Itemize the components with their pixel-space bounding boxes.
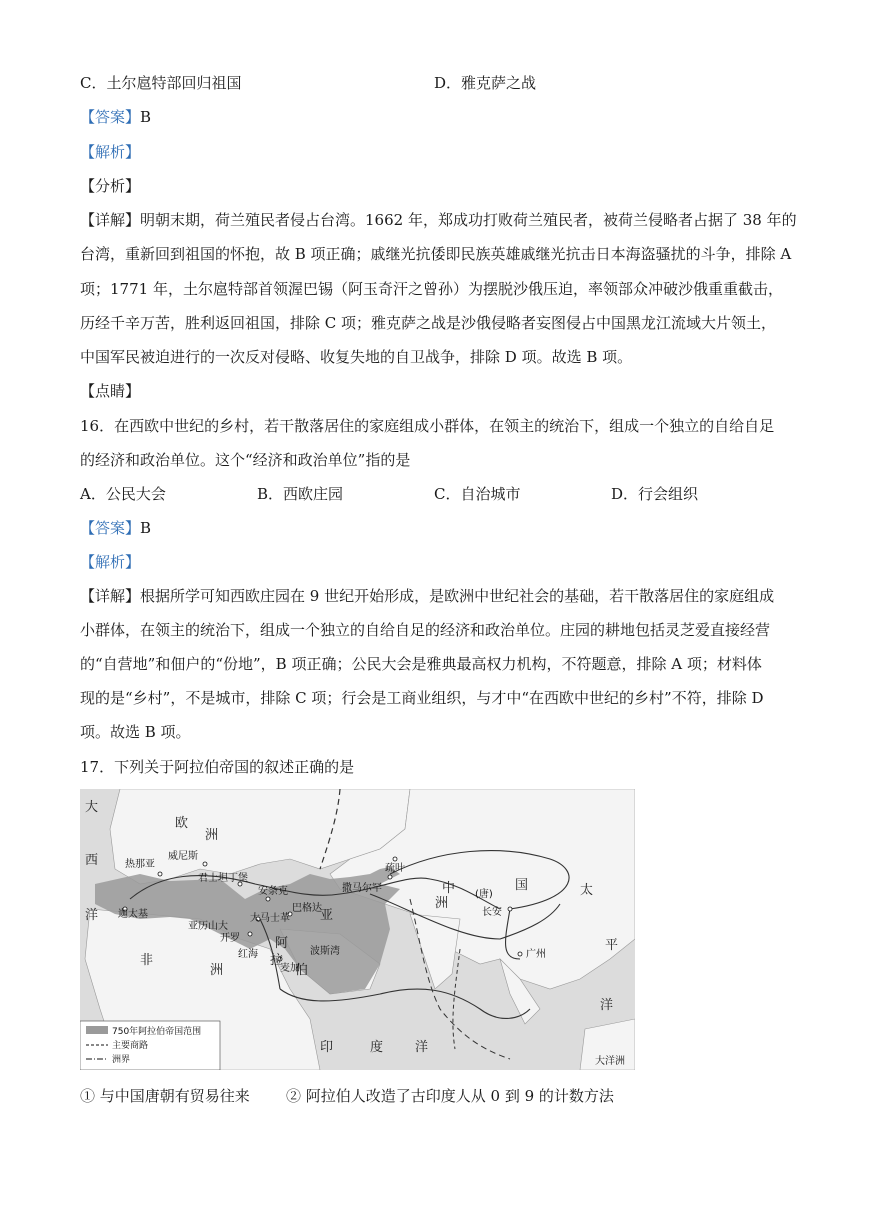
- label-indian-ocean: 印: [320, 1040, 334, 1055]
- label-atlantic: 西: [85, 853, 99, 868]
- label-city: 开罗: [220, 933, 240, 944]
- city-dot: [203, 862, 207, 866]
- label-pacific: 太: [580, 883, 594, 898]
- label-tang: (唐): [475, 889, 493, 900]
- answer-value: B: [140, 519, 152, 537]
- analysis-tag: [80, 142, 140, 162]
- label-arabia: 伯: [295, 963, 309, 978]
- option-c: C．自治城市: [434, 485, 521, 503]
- label-indian-ocean: 度: [370, 1040, 384, 1055]
- label-city: 麦加: [280, 963, 300, 974]
- label-red-sea: 红海: [238, 949, 258, 960]
- detail-tag: 【详解】: [80, 211, 141, 229]
- dianjing-tag: 【点睛】: [80, 382, 141, 400]
- label-europe: 欧: [175, 816, 189, 831]
- analysis-tag: [80, 552, 140, 572]
- answer-tag: 【答案】: [80, 108, 141, 126]
- label-city: 广州: [526, 949, 546, 960]
- answer-value: B: [140, 108, 152, 126]
- label-atlantic: 洋: [85, 908, 99, 923]
- detail-line: 台湾，重新回到祖国的怀抱，故 B 项正确；戚继光抗倭即民族英雄戚继光抗击日本海盗骚扰的斗争，排除 A: [80, 245, 792, 263]
- option-a: A．公民大会: [80, 485, 166, 503]
- fenxi-tag: 【分析】: [80, 177, 141, 195]
- option-b: B．西欧庄园: [257, 485, 344, 503]
- detail-line: 项。故选 B 项。: [80, 723, 191, 741]
- detail-line: [80, 210, 797, 230]
- answer-tag: 【答案】: [80, 519, 141, 537]
- detail-line: 项；1771 年，土尔扈特部首领渥巴锡（阿玉奇汗之曾孙）为摆脱沙俄压迫，率领部众冲破沙俄重重截击，: [80, 280, 783, 298]
- label-persian-gulf: 波斯湾: [310, 946, 340, 957]
- label-pacific: 平: [605, 938, 619, 953]
- label-asia: 洲: [435, 896, 449, 911]
- city-dot: [388, 875, 392, 879]
- statement-1: ① 与中国唐朝有贸易往来: [80, 1087, 250, 1105]
- question-stem: 17．下列关于阿拉伯帝国的叙述正确的是: [80, 758, 355, 776]
- question-stem: 16．在西欧中世纪的乡村，若干散落居住的家庭组成小群体，在领主的统治下，组成一个独立的自给自足: [80, 417, 775, 435]
- analysis-tag-text: 【解析】: [80, 553, 141, 571]
- city-dot: [266, 897, 270, 901]
- detail-line: 的“自营地”和佃户的“份地”，B 项正确；公民大会是雅典最高权力机构，不符题意，排除 A 项；材料体: [80, 655, 762, 673]
- answer-line: [80, 518, 151, 538]
- option-d: D．雅克萨之战: [434, 74, 537, 92]
- legend-boundary: 洲界: [112, 1055, 131, 1065]
- legend-empire: 750年阿拉伯帝国范围: [112, 1027, 202, 1037]
- label-city: 安条克: [258, 886, 288, 897]
- label-arabia: 拉: [270, 953, 284, 968]
- label-atlantic: 大: [85, 800, 99, 815]
- answer-line: [80, 107, 151, 127]
- city-dot: [158, 872, 162, 876]
- label-city: 热那亚: [125, 859, 155, 870]
- label-city: 大马士革: [250, 913, 290, 924]
- detail-line: 历经千辛万苦，胜利返回祖国，排除 C 项；雅克萨之战是沙俄侵略者妄图侵占中国黑龙江流域大片领土，: [80, 314, 777, 332]
- map-legend: [80, 1021, 220, 1070]
- legend-route: 主要商路: [112, 1041, 149, 1051]
- label-city: 迦太基: [118, 909, 148, 920]
- detail-line: 小群体，在领主的统治下，组成一个独立的自给自足的经济和政治单位。庄园的耕地包括灵芝爱直接经营: [80, 621, 771, 639]
- detail-text: 明朝末期，荷兰殖民者侵占台湾。1662 年，郑成功打败荷兰殖民者，被荷兰侵略者占据了 38 年的: [140, 211, 797, 229]
- question-stem: 的经济和政治单位。这个“经济和政治单位”指的是: [80, 451, 411, 469]
- city-dot: [393, 857, 397, 861]
- label-city: 巴格达: [292, 903, 322, 914]
- label-africa: 洲: [210, 963, 224, 978]
- label-city: 长安: [482, 907, 502, 918]
- label-africa: 非: [140, 953, 154, 968]
- label-city: 威尼斯: [168, 851, 198, 862]
- label-pacific: 洋: [600, 998, 614, 1013]
- label-city: 亚历山大: [188, 921, 228, 932]
- option-d: D．行会组织: [611, 485, 699, 503]
- detail-line: 中国军民被迫进行的一次反对侵略、收复失地的自卫战争，排除 D 项。故选 B 项。: [80, 348, 633, 366]
- label-china: 中: [442, 881, 456, 896]
- label-arabia: 阿: [275, 936, 289, 951]
- label-europe: 洲: [205, 828, 219, 843]
- label-city: 君士坦丁堡: [198, 873, 248, 884]
- label-asia: 亚: [320, 908, 334, 923]
- label-oceania: 大洋洲: [595, 1056, 625, 1067]
- detail-text: 根据所学可知西欧庄园在 9 世纪开始形成，是欧洲中世纪社会的基础，若干散落居住的家庭组成: [140, 587, 775, 605]
- label-city: 撒马尔罕: [342, 883, 382, 894]
- city-dot: [248, 932, 252, 936]
- detail-line: 现的是“乡村”，不是城市，排除 C 项；行会是工商业组织，与才中“在西欧中世纪的乡村”不符，排除 D: [80, 689, 764, 707]
- analysis-tag-text: 【解析】: [80, 143, 141, 161]
- label-china: 国: [515, 878, 529, 893]
- option-c: C．土尔扈特部回归祖国: [80, 74, 242, 92]
- label-indian-ocean: 洋: [415, 1040, 429, 1055]
- arab-empire-map: [80, 789, 635, 1070]
- detail-tag: 【详解】: [80, 587, 141, 605]
- city-dot: [508, 907, 512, 911]
- statement-2: ② 阿拉伯人改造了古印度人从 0 到 9 的计数方法: [286, 1087, 614, 1105]
- label-city: 疏叶: [385, 863, 405, 874]
- detail-line: [80, 586, 774, 606]
- city-dot: [518, 952, 522, 956]
